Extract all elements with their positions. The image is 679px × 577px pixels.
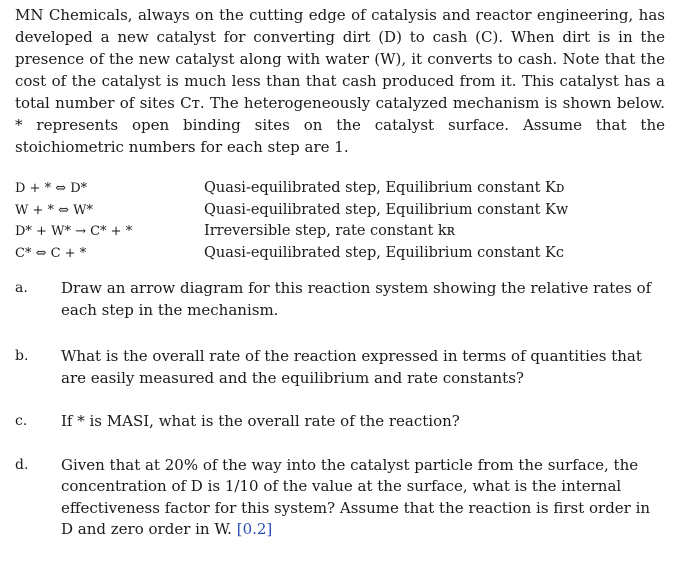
mechanism-equation: W + * ⇔ W* bbox=[15, 202, 94, 218]
question-list bbox=[15, 278, 665, 541]
mechanism-equation: D + * ⇔ D* bbox=[15, 181, 88, 196]
mechanism-step bbox=[15, 221, 665, 243]
question-d bbox=[15, 455, 665, 541]
mechanism-list bbox=[15, 178, 665, 264]
question-text: What is the overall rate of the reaction expressed in terms of quantities that are easily measured and the equilibrium and rate constants? bbox=[61, 347, 642, 387]
question-text: If * is MASI, what is the overall rate of the reaction? bbox=[61, 412, 460, 430]
points-link[interactable]: [0.2] bbox=[236, 520, 273, 538]
mechanism-equation: D* + W* → C* + * bbox=[15, 224, 133, 239]
problem-page bbox=[15, 4, 665, 541]
mechanism-description: Quasi-equilibrated step, Equilibrium constant Kᴅ bbox=[204, 180, 565, 196]
question-letter: a. bbox=[15, 280, 28, 296]
mechanism-step bbox=[15, 243, 665, 265]
question-text: Given that at 20% of the way into the catalyst particle from the surface, the concentration of D is 1/10 of the value at the surface, what is the internal effectiveness factor for this system? Assume that the reaction is first order in D and zero order in W. bbox=[61, 455, 651, 538]
mechanism-description: Quasi-equilibrated step, Equilibrium constant Kᴡ bbox=[204, 201, 569, 218]
intro-paragraph: MN Chemicals, always on the cutting edge of catalysis and reactor engineering, has developed a new catalyst for converting dirt (D) to cash (C). When dirt is in the presence of the new catalyst along with water (W), it converts to cash. Note that the cost of the catalyst is much less than that cash produced from it. This catalyst has a total number of sites Cᴛ. The heterogeneously catalyzed mechanism is shown below. * represents open binding sites on the catalyst surface. Assume that the stoichiometric numbers for each step are 1. bbox=[15, 6, 665, 156]
question-a bbox=[15, 278, 665, 321]
mechanism-description: Irreversible step, rate constant kʀ bbox=[204, 223, 456, 239]
mechanism-description: Quasi-equilibrated step, Equilibrium constant Kᴄ bbox=[204, 244, 564, 261]
question-letter: b. bbox=[15, 348, 29, 364]
mechanism-step bbox=[15, 200, 665, 222]
question-letter: d. bbox=[15, 456, 29, 473]
question-text: Draw an arrow diagram for this reaction system showing the relative rates of each step in the mechanism. bbox=[61, 279, 652, 319]
question-text-wrapper bbox=[61, 455, 665, 541]
mechanism-step bbox=[15, 178, 665, 200]
question-b bbox=[15, 346, 665, 389]
question-c bbox=[15, 411, 665, 433]
mechanism-equation: C* ⇔ C + * bbox=[15, 245, 87, 261]
question-letter: c. bbox=[15, 413, 28, 429]
